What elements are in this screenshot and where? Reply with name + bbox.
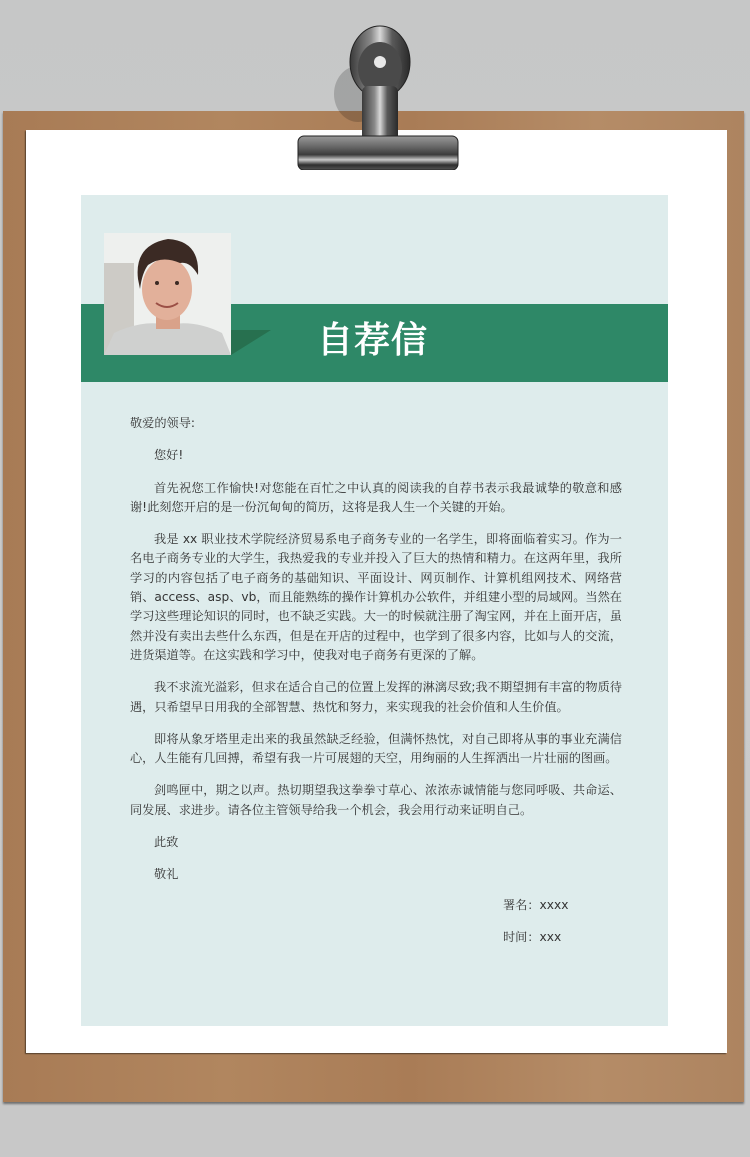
paragraph-confidence: 即将从象牙塔里走出来的我虽然缺乏经验，但满怀热忱，对自己即将从事的事业充满信心，人生能有几回搏，希望有我一片可展翅的天空，用绚丽的人生挥洒出一片壮丽的图画。 <box>130 731 622 766</box>
binder-clip-icon <box>296 24 460 170</box>
greeting: 您好! <box>154 448 184 463</box>
photo-shadow <box>231 330 271 355</box>
closing-regards: 此致 <box>154 835 179 850</box>
paragraph-intro: 首先祝您工作愉快!对您能在百忙之中认真的阅读我的自荐书表示我最诚挚的敬意和感谢!此刻您开启的是一份沉甸甸的简历，这将是我人生一个关键的开始。 <box>130 480 622 514</box>
closing-salute: 敬礼 <box>154 867 179 882</box>
paragraph-background: 我是 xx 职业技术学院经济贸易系电子商务专业的一名学生，即将面临着实习。作为一名电子商务专业的大学生，我热爱我的专业并投入了巨大的热情和精力。在这两年里，我所学习的内容包括了电子商务的基础知识、平面设计、网页制作、计算机组网技术、网络营销、access、asp、vb，而且能熟练的操作计算机办公软件，并组建小型的局域网。当然在学习这些理论知识的同时，也不缺乏实践。大一的时候就注册了淘宝网，并在上面开店，虽然并没有卖出去些什么东西，但是在开店的过程中，也学到了很多内容，比如与人的交流，进货渠道等。在这实践和学习中，使我对电子商务有更深的了解。 <box>130 532 622 662</box>
letter-body <box>130 414 622 898</box>
paragraph-request: 剑鸣匣中，期之以声。热切期望我这拳拳寸草心、浓浓赤诚情能与您同呼吸、共命运、同发展、求进步。请各位主管领导给我一个机会，我会用行动来证明自己。 <box>130 783 622 817</box>
salutation: 敬爱的领导: <box>130 416 196 430</box>
date-line: 时间：xxx <box>503 930 562 944</box>
signature-line: 署名：xxxx <box>503 898 569 912</box>
paragraph-goals: 我不求流光溢彩，但求在适合自己的位置上发挥的淋漓尽致;我不期望拥有丰富的物质待遇，只希望早日用我的全部智慧、热忱和努力，来实现我的社会价值和人生价值。 <box>130 680 622 714</box>
page-title: 自荐信 <box>317 320 429 361</box>
profile-photo <box>104 233 231 355</box>
